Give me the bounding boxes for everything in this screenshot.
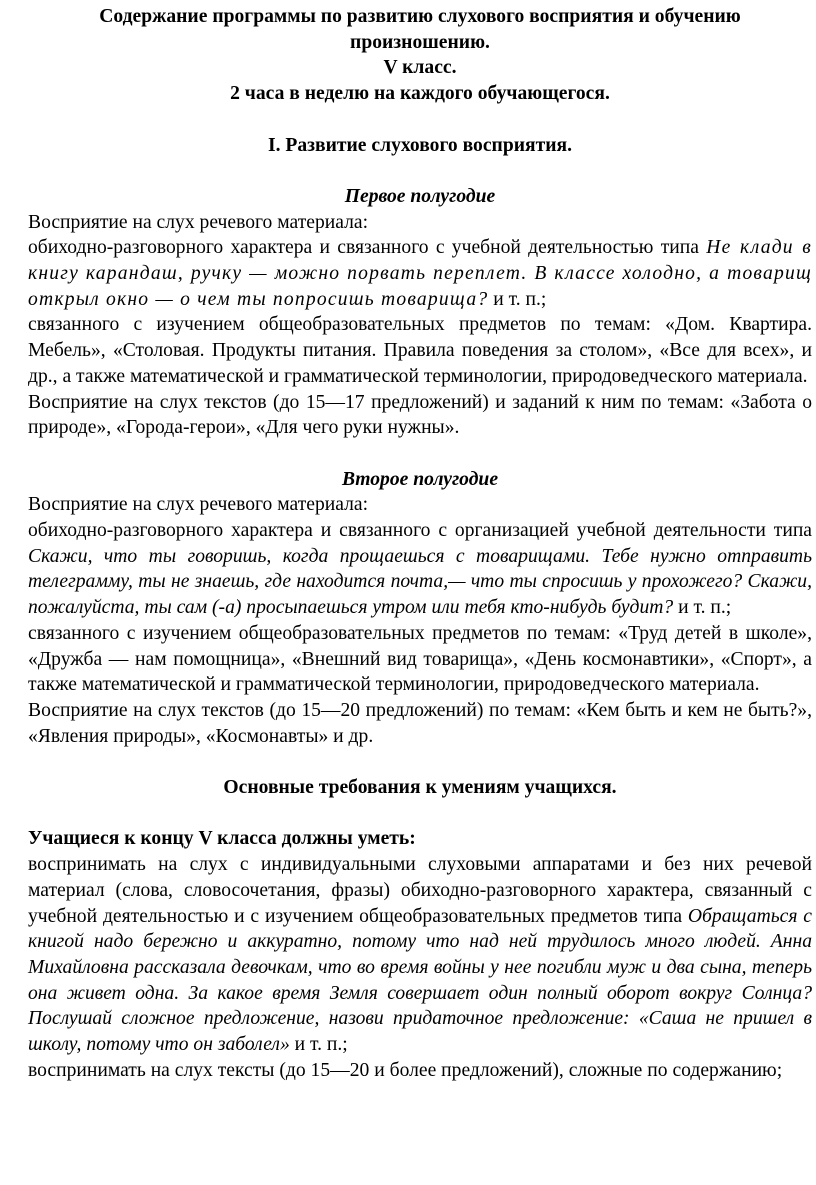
second-half-p2-end: и т. п.; xyxy=(673,597,732,619)
paragraph xyxy=(28,518,812,621)
second-half-p2-text: обиходно-разговорного характера и связанного с организацией учебной деятельности типа xyxy=(28,520,812,542)
title-line-2: V класс. xyxy=(383,57,457,79)
requirements-p1-end: и т. п.; xyxy=(289,1034,348,1056)
second-half-p3: связанного с изучением общеобразовательных предметов по темам: «Труд детей в школе», «Дружба — нам помощница», «Внешний вид товарища», «День космонавтики», «Спорт», а также математической и грамматической терминологии, природоведческого материала. xyxy=(28,622,812,696)
title-line-1: Содержание программы по развитию слухового восприятия и обучению произношению. xyxy=(99,6,741,53)
paragraph xyxy=(28,235,812,312)
requirements-p1-example: Обращаться с книгой надо бережно и аккуратно, потому что над ней трудилось много людей. Анна Михайловна рассказала девочкам, что во время войны у нее погибли муж и два сына, теперь она живет одна. За какое время Земля совершает один полный оборот вокруг Солнца? Послушай сложное предложение, назови придаточное предложение: «Саша не пришел в школу, потому что он заболел» xyxy=(28,905,812,1056)
document-title xyxy=(28,4,812,107)
second-half-p1: Восприятие на слух речевого материала: xyxy=(28,494,369,516)
requirements-p2: воспринимать на слух тексты (до 15—20 и более предложений), сложные по содержанию; xyxy=(28,1059,783,1081)
first-half-p3: связанного с изучением общеобразовательных предметов по темам: «Дом. Квартира. Мебель», «Столовая. Продукты питания. Правила поведения за столом», «Все для всех», и др., а также математической и грамматической терминологии, природоведческого материала. xyxy=(28,314,812,387)
first-half-p1: Восприятие на слух речевого материала: xyxy=(28,211,369,233)
section-heading-requirements: Основные требования к умениям учащихся. xyxy=(223,777,617,799)
first-half-p4: Восприятие на слух текстов (до 15—17 предложений) и заданий к ним по темам: «Забота о природе», «Города-герои», «Для чего руки нужны». xyxy=(28,391,812,439)
first-half-p2-text: обиходно-разговорного характера и связанного с учебной деятельностью типа xyxy=(28,237,707,259)
requirements-heading: Учащиеся к концу V класса должны уметь: xyxy=(28,828,416,850)
first-half-heading: Первое полугодие xyxy=(344,185,496,207)
paragraph xyxy=(28,210,812,236)
second-half-p4: Восприятие на слух текстов (до 15—20 предложений) по темам: «Кем быть и кем не быть?», «Явления природы», «Космонавты» и др. xyxy=(28,699,812,747)
requirements-p1-text: воспринимать на слух с индивидуальными слуховыми аппаратами и без них речевой материал (слова, словосочетания, фразы) обиходно-разговорного характера, связанный с учебной деятельностью и с изучением общеобразовательных предметов типа xyxy=(28,854,812,927)
section-heading-listening: I. Развитие слухового восприятия. xyxy=(267,134,573,156)
title-line-3: 2 часа в неделю на каждого обучающегося. xyxy=(230,83,610,105)
first-half-p2-end: и т. п.; xyxy=(488,288,547,310)
paragraph xyxy=(28,852,812,1058)
second-half-p2-example: Скажи, что ты говоришь, когда прощаешься с товарищами. Тебе нужно отправить телеграмму, ты не знаешь, где находится почта,— что ты спросишь у прохожего? Скажи, пожалуйста, ты сам (-а) просыпаешься утром или тебя кто-нибудь будит? xyxy=(28,545,812,619)
first-half-p2-example: Не клади в книгу карандаш, ручку — можно порвать переплет. В классе холодно, а товарищ открыл окно — о чем ты попросишь товарища? xyxy=(28,237,812,310)
second-half-heading: Второе полугодие xyxy=(341,468,499,490)
